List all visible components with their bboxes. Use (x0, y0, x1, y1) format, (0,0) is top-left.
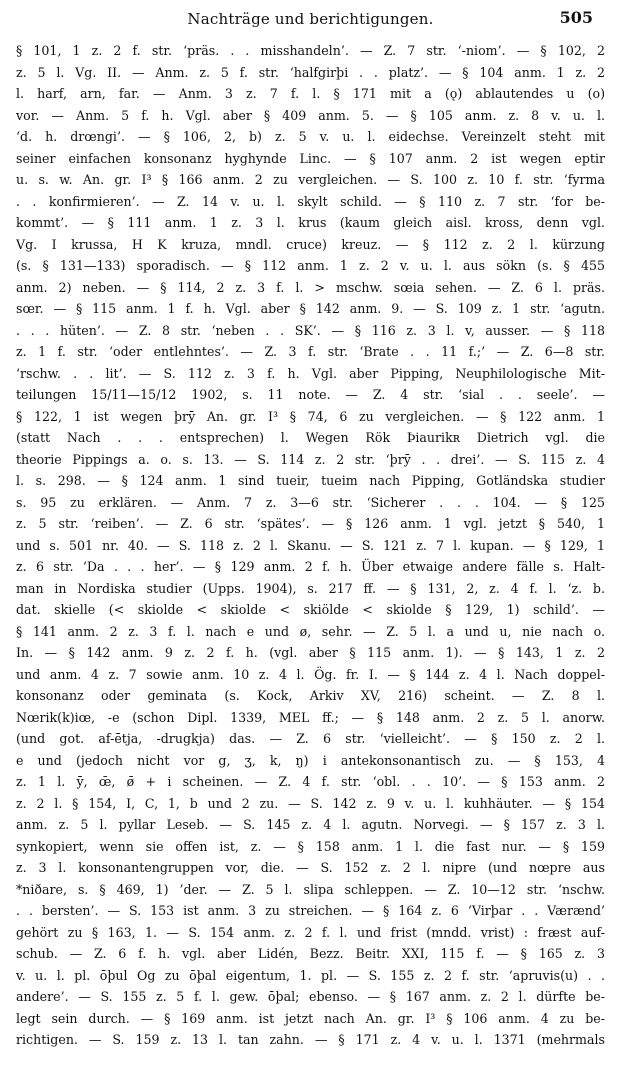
text-line: anm. 2) neben. — § 114, 2 z. 3 f. l. > mschw. sœia sehen. — Z. 6 l. präs. (16, 279, 605, 295)
page-header (16, 8, 605, 34)
text-line: (und got. af-ētja, -drugkja) das. — Z. 6 str. ‘vielleicht’. — § 150 z. 2 l. (16, 731, 605, 746)
text-line: l. harf, arn, far. — Anm. 3 z. 7 f. l. § 171 mit a (ǫ) ablautendes u (o) (16, 86, 605, 101)
text-line: seiner einfachen konsonanz hyghynde Linc. — § 107 anm. 2 ist wegen eptir (16, 150, 605, 166)
text-line: sœr. — § 115 anm. 1 f. h. Vgl. aber § 142 anm. 9. — S. 109 z. 1 str. ‘agutn. (16, 301, 605, 316)
text-line: Vg. I krussa, H K kruza, mndl. cruce) kreuz. — § 112 z. 2 l. kürzung (16, 236, 605, 252)
text-line: *niðare, s. § 469, 1) ’der. — Z. 5 l. slipa schleppen. — Z. 10—12 str. ‘nschw. (16, 881, 605, 897)
text-line: gehört zu § 163, 1. — S. 154 anm. z. 2 f. l. und frist (mndd. vrist) : fræst auf- (16, 924, 605, 940)
text-line: theorie Pippings a. o. s. 13. — S. 114 z. 2 str. ‘þrȳ . . drei’. — S. 115 z. 4 (16, 451, 605, 467)
text-line: . . bersten’. — S. 153 ist anm. 3 zu streichen. — § 164 z. 6 ‘Virþar . . Værænd’ (16, 903, 605, 918)
text-line: (statt Nach . . . entsprechen) l. Wegen Rök Þiaurikʀ Dietrich vgl. die (16, 430, 605, 445)
text-line: dat. skielle (< skiolde < skiolde < skiölde < skiolde § 129, 1) schild’. — (16, 602, 605, 617)
text-line: man in Nordiska studier (Upps. 1904), s. 217 ff. — § 131, 2, z. 4 f. l. ‘z. b. (16, 580, 605, 596)
text-line: (s. § 131—133) sporadisch. — § 112 anm. 1 z. 2 v. u. l. aus sökn (s. § 455 (16, 258, 605, 273)
text-line: u. s. w. An. gr. I³ § 166 anm. 2 zu vergleichen. — S. 100 z. 10 f. str. ‘fyrma (16, 172, 605, 187)
text-line: synkopiert, wenn sie offen ist, z. — § 158 anm. 1 l. die fast nur. — § 159 (16, 838, 605, 854)
text-line: legt sein durch. — § 169 anm. ist jetzt nach An. gr. I³ § 106 anm. 4 zu be- (16, 1010, 605, 1026)
text-line: ‘d. h. drœngi’. — § 106, 2, b) z. 5 v. u. l. eidechse. Vereinzelt steht mit (16, 129, 605, 144)
text-line: In. — § 142 anm. 9 z. 2 f. h. (vgl. aber § 115 anm. 1). — § 143, 1 z. 2 (16, 645, 605, 660)
text-line: § 122, 1 ist wegen þrȳ An. gr. I³ § 74, 6 zu vergleichen. — § 122 anm. 1 (16, 408, 605, 424)
text-line: anm. z. 5 l. pyllar Leseb. — S. 145 z. 4 l. agutn. Norvegi. — § 157 z. 3 l. (16, 817, 605, 832)
text-line: schub. — Z. 6 f. h. vgl. aber Lidén, Bezz. Beitr. XXI, 115 f. — § 165 z. 3 (16, 946, 605, 961)
text-line: . . . hüten’. — Z. 8 str. ‘neben . . SK’. — § 116 z. 3 l. v, ausser. — § 118 (16, 322, 605, 338)
text-line: Nœrik(k)iœ, -e (schon Dipl. 1339, MEL ff.; — § 148 anm. 2 z. 5 l. anorw. (16, 709, 605, 725)
text-line: z. 1 f. str. ‘oder entlehntes’. — Z. 3 f. str. ‘Brate . . 11 f.;’ — Z. 6—8 str. (16, 344, 605, 359)
page-number: 505 (559, 8, 593, 27)
text-line: z. 5 l. Vg. II. — Anm. z. 5 f. str. ‘halfgirþi . . platz’. — § 104 anm. 1 z. 2 (16, 64, 605, 80)
text-line: z. 6 str. ‘Da . . . her’. — § 129 anm. 2 f. h. Über etwaige andere fälle s. Halt- (16, 559, 605, 574)
text-line: l. s. 298. — § 124 anm. 1 sind tueir, tueim nach Pipping, Gotländska studier (16, 473, 605, 488)
text-line: e und (jedoch nicht vor g, ʒ, k, ŋ) i antekonsonantisch zu. — § 153, 4 (16, 752, 605, 768)
text-line: z. 5 str. ‘reiben’. — Z. 6 str. ‘spätes’. — § 126 anm. 1 vgl. jetzt § 540, 1 (16, 516, 605, 531)
text-line: § 141 anm. 2 z. 3 f. l. nach e und ø, sehr. — Z. 5 l. a und u, nie nach o. (16, 623, 605, 639)
text-line: . . konfirmieren’. — Z. 14 v. u. l. skylt schild. — § 110 z. 7 str. ‘for be- (16, 193, 605, 209)
text-line: s. 95 zu erklären. — Anm. 7 z. 3—6 str. ‘Sicherer . . . 104. — § 125 (16, 494, 605, 510)
text-line: z. 3 l. konsonantengruppen vor, die. — S. 152 z. 2 l. nipre (und nœpre aus (16, 860, 605, 875)
text-line: andere’. — S. 155 z. 5 f. l. gew. ōþal; ebenso. — § 167 anm. z. 2 l. dürfte be- (16, 989, 605, 1004)
text-line: vor. — Anm. 5 f. h. Vgl. aber § 409 anm. 5. — § 105 anm. z. 8 v. u. l. (16, 107, 605, 123)
text-line: ‘rschw. . . lit’. — S. 112 z. 3 f. h. Vgl. aber Pipping, Neuphilologische Mit- (16, 365, 605, 381)
text-line: z. 1 l. ȳ, œ̄, ø̄ + i scheinen. — Z. 4 f. str. ‘obl. . . 10’. — § 153 anm. 2 (16, 774, 605, 789)
text-line: § 101, 1 z. 2 f. str. ‘präs. . . misshandeln’. — Z. 7 str. ‘-niom’. — § 102, 2 (16, 43, 605, 58)
text-line: und anm. 4 z. 7 sowie anm. 10 z. 4 l. Ög. fr. I. — § 144 z. 4 l. Nach doppel- (16, 666, 605, 682)
text-line: richtigen. — S. 159 z. 13 l. tan zahn. — § 171 z. 4 v. u. l. 1371 (mehrmals (16, 1032, 605, 1047)
running-title: Nachträge und berichtigungen. (187, 10, 434, 28)
text-line: konsonanz oder geminata (s. Kock, Arkiv XV, 216) scheint. — Z. 8 l. (16, 688, 605, 703)
text-line: kommt’. — § 111 anm. 1 z. 3 l. krus (kaum gleich aisl. kross, denn vgl. (16, 215, 605, 230)
body-text (16, 40, 605, 1051)
text-line: und s. 501 nr. 40. — S. 118 z. 2 l. Skanu. — S. 121 z. 7 l. kupan. — § 129, 1 (16, 537, 605, 553)
text-line: teilungen 15/11—15/12 1902, s. 11 note. — Z. 4 str. ‘sial . . seele’. — (16, 387, 605, 402)
text-line: v. u. l. pl. ōþul Og zu ōþal eigentum, 1. pl. — S. 155 z. 2 f. str. ‘apruvis(u) . . (16, 967, 605, 983)
text-line: z. 2 l. § 154, I, C, 1, b und 2 zu. — S. 142 z. 9 v. u. l. kuhhäuter. — § 154 (16, 795, 605, 811)
